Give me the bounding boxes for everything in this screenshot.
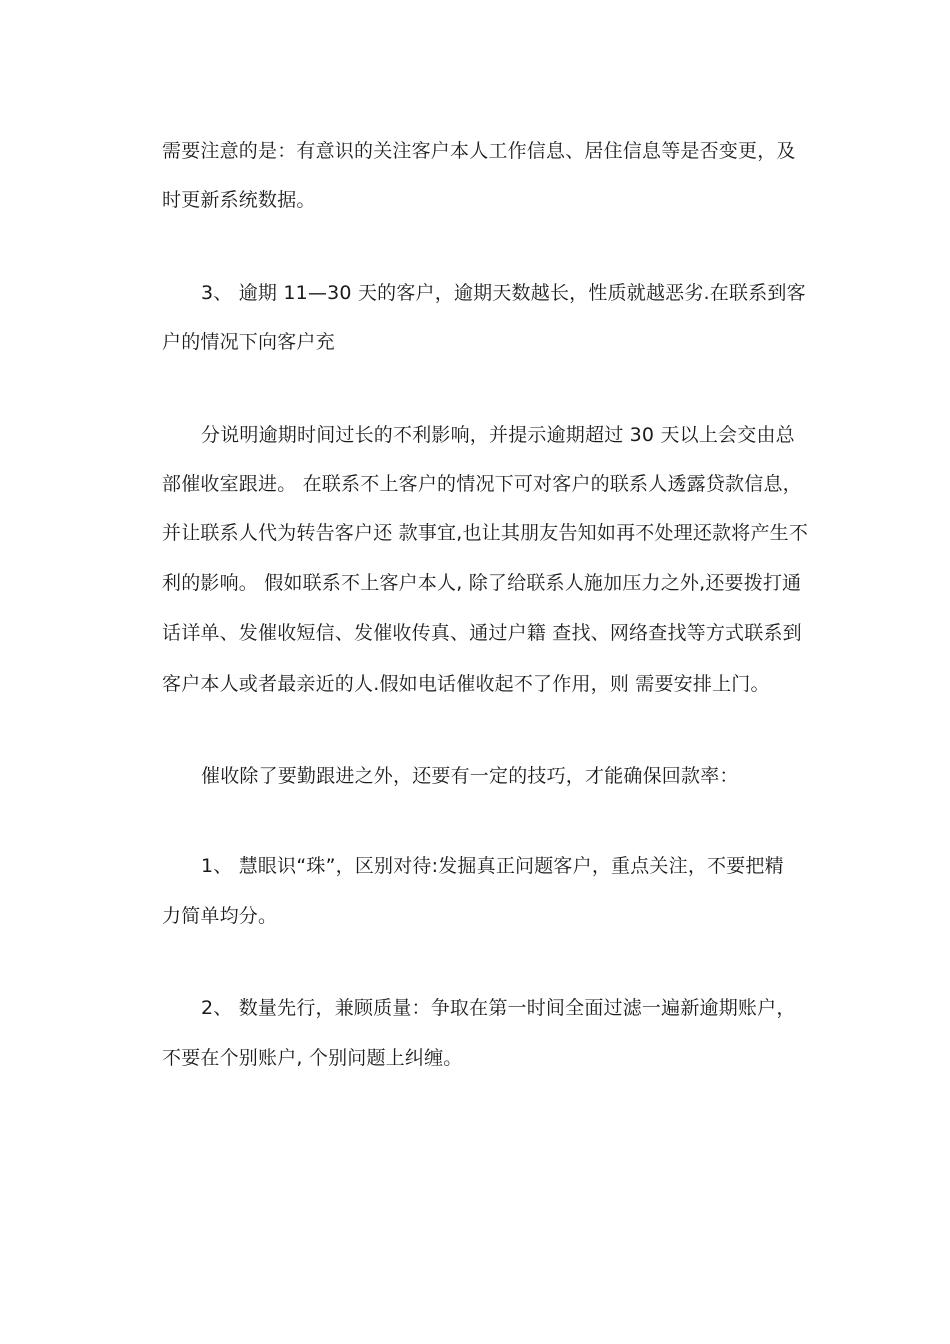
text-line: 需要注意的是：有意识的关注客户本人工作信息、居住信息等是否变更，及 <box>162 140 796 162</box>
text-line: 力简单均分。 <box>162 905 278 927</box>
text-line: 并让联系人代为转告客户还 款事宜,也让其朋友告知如再不处理还款将产生不 <box>162 522 809 544</box>
text-line: 分说明逾期时间过长的不利影响，并提示逾期超过 30 天以上会交由总 <box>201 424 795 446</box>
text-line: 客户本人或者最亲近的人.假如电话催收起不了作用，则 需要安排上门。 <box>162 673 770 695</box>
text-line: 部催收室跟进。 在联系不上客户的情况下可对客户的联系人透露贷款信息， <box>162 473 802 495</box>
text-line: 1、 慧眼识“珠”，区别对待:发掘真正问题客户，重点关注，不要把精 <box>201 855 784 877</box>
text-line: 2、 数量先行，兼顾质量：争取在第一时间全面过滤一遍新逾期账户， <box>201 997 796 1019</box>
text-line: 3、 逾期 11—30 天的客户，逾期天数越长，性质就越恶劣.在联系到客 <box>201 282 806 304</box>
text-line: 利的影响。 假如联系不上客户本人, 除了给联系人施加压力之外,还要拨打通 <box>162 572 802 594</box>
text-line: 不要在个别账户, 个别问题上纠缠。 <box>162 1047 463 1069</box>
text-line: 户的情况下向客户充 <box>162 331 335 353</box>
text-line: 催收除了要勤跟进之外，还要有一定的技巧，才能确保回款率： <box>201 765 739 787</box>
text-line: 时更新系统数据。 <box>162 189 316 211</box>
text-line: 话详单、发催收短信、发催收传真、通过户籍 查找、网络查找等方式联系到 <box>162 622 802 644</box>
